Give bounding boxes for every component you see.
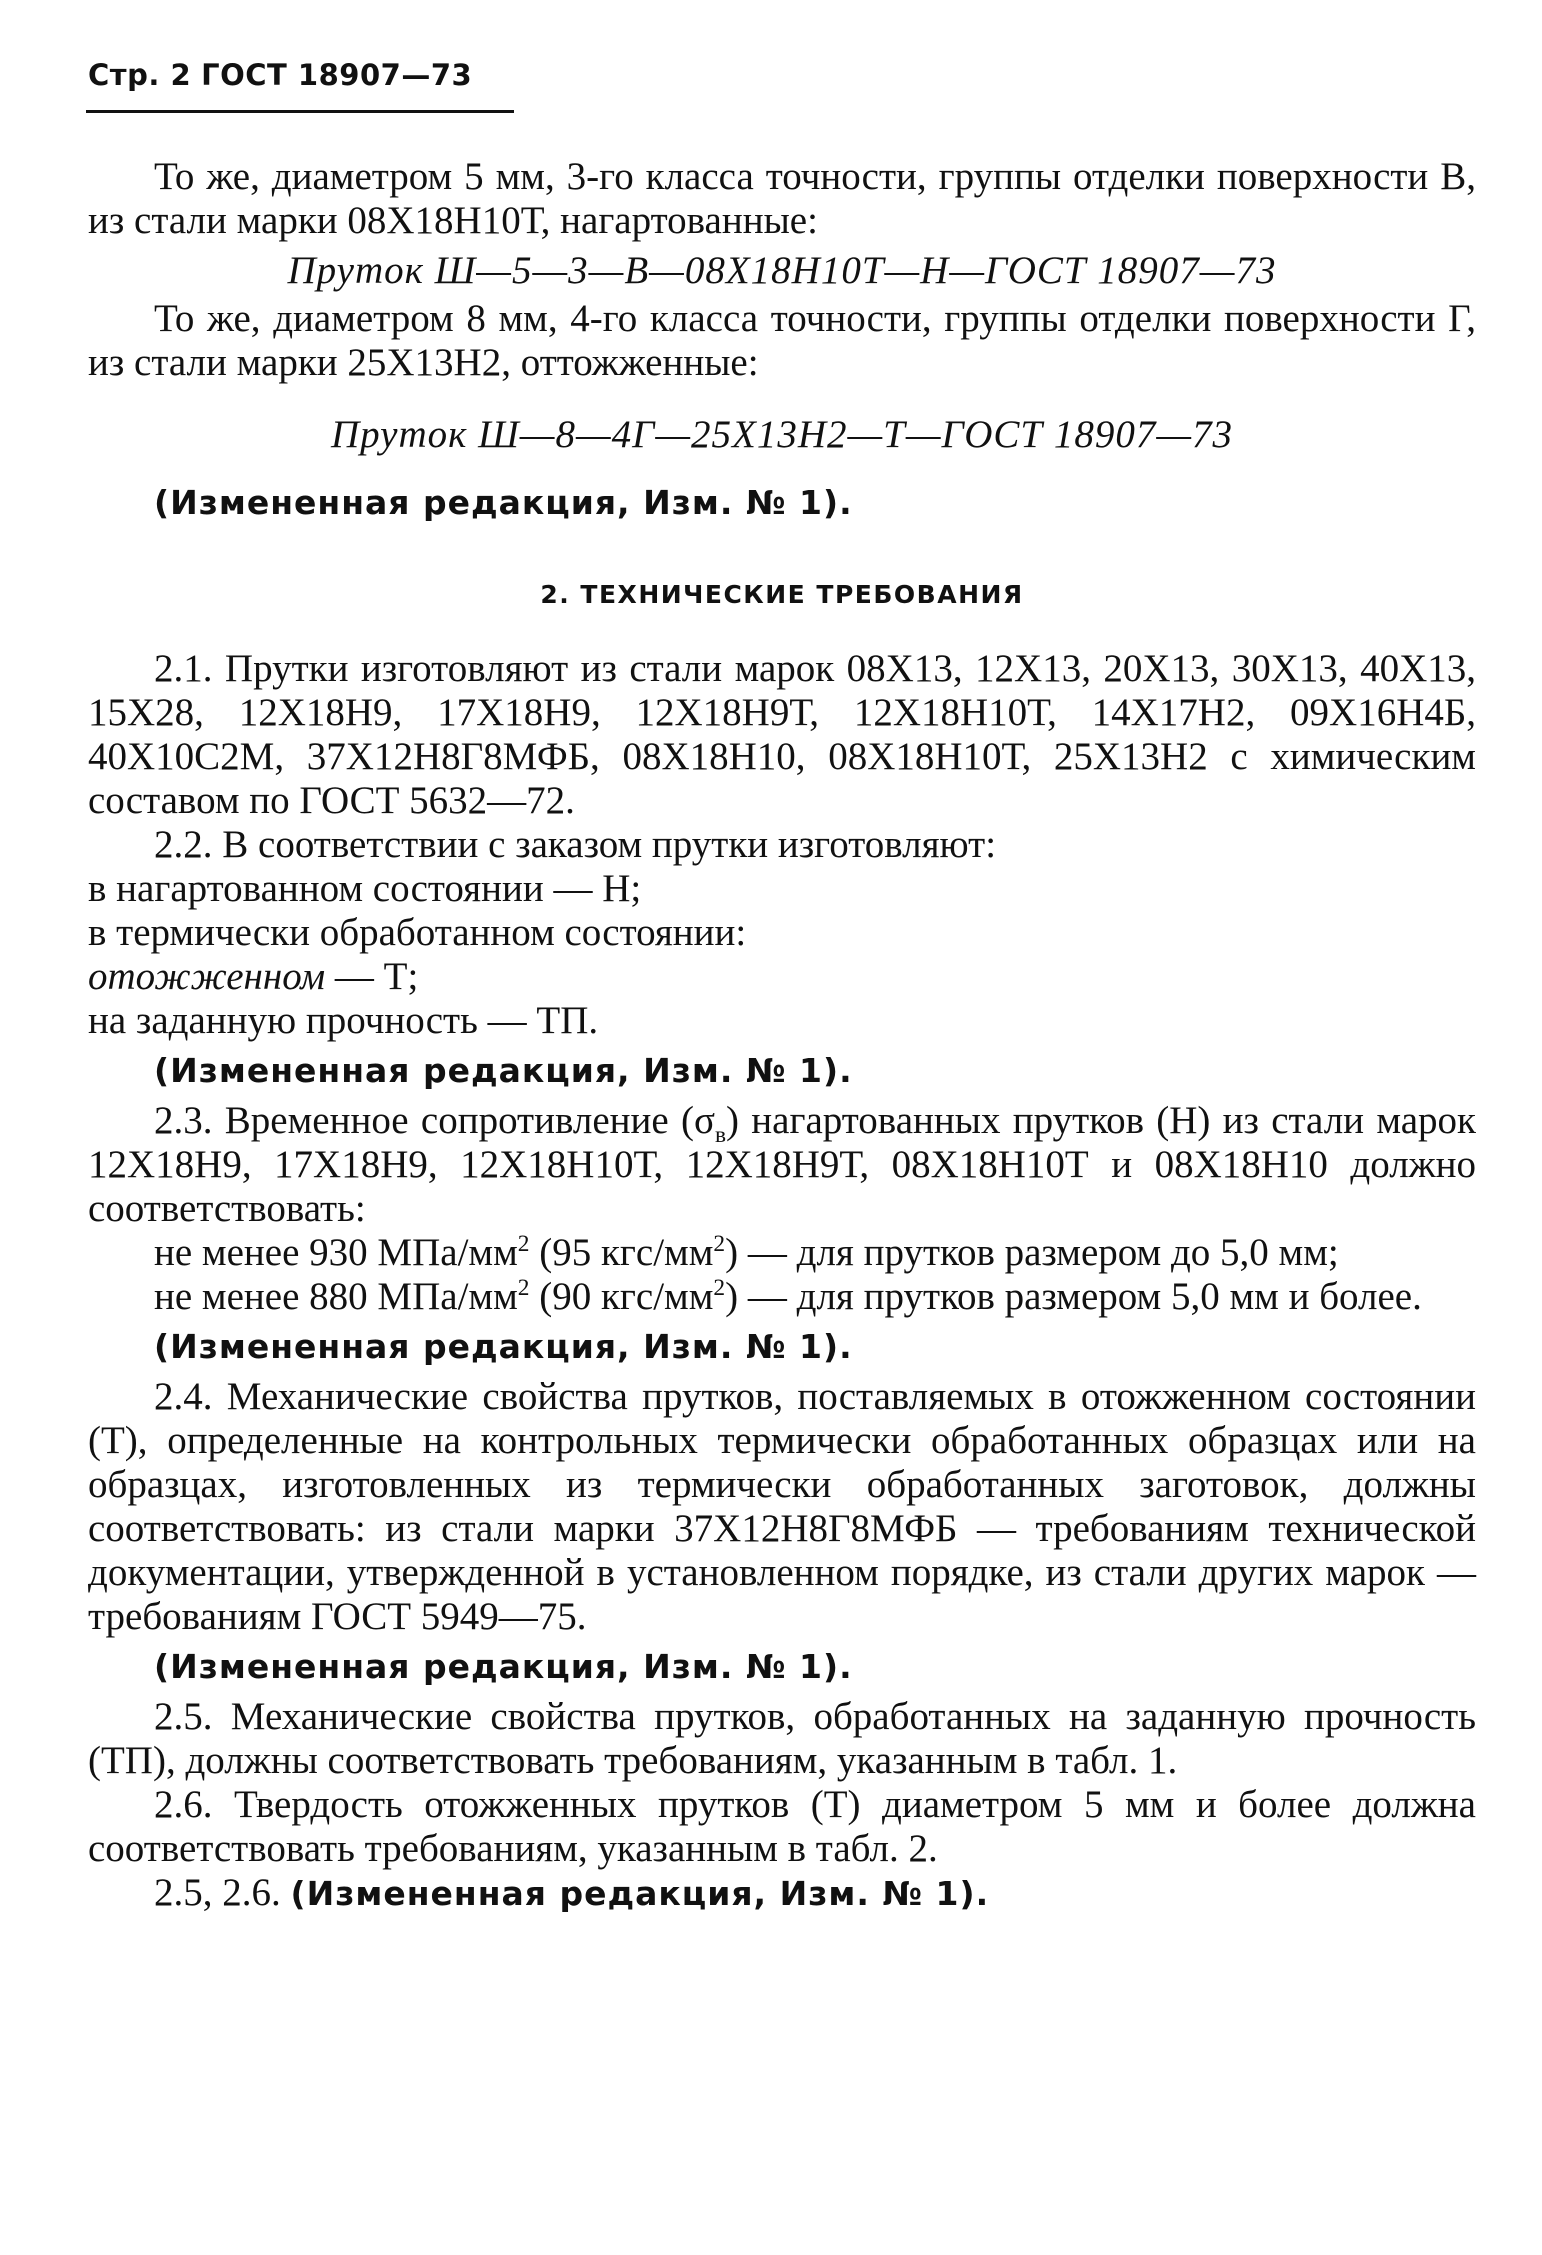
- clause-2-3-text-a: 2.3. Временное сопротивление (σ: [154, 1099, 715, 1142]
- final-amendment-note: (Измененная редакция, Изм. № 1).: [290, 1874, 990, 1913]
- example-3-designation: Пруток Ш—5—3—В—08Х18Н10Т—Н—ГОСТ 18907—73: [287, 249, 1277, 292]
- header-rule: [86, 110, 514, 113]
- clause-2-2-item: [88, 955, 1476, 999]
- clause-2-2-item: в нагартованном состоянии — Н;: [88, 867, 642, 910]
- clause-2-2-item: в термически обработанном состоянии:: [88, 911, 747, 954]
- clause-2-3-item: [88, 1231, 1476, 1275]
- clause-2-3-item-text: не менее 880 МПа/мм: [154, 1275, 518, 1318]
- superscript: 2: [517, 1275, 530, 1301]
- example-4-text: То же, диаметром 8 мм, 4-го класса точности, группы отделки поверхности Г, из стали марки 25Х13Н2, оттожженные:: [88, 297, 1476, 384]
- amendment-note: (Измененная редакция, Изм. № 1).: [154, 483, 853, 522]
- clause-2-3-item-text: (90 кгс/мм: [529, 1275, 714, 1318]
- clause-2-1: 2.1. Прутки изготовляют из стали марок 08Х13, 12Х13, 20Х13, 30Х13, 40Х13, 15Х28, 12Х18Н9, 17Х18Н9, 12Х18Н9Т, 12Х18Н10Т, 14Х17Н2, 09Х16Н4Б, 40Х10С2М, 37Х12Н8Г8МФБ, 08Х18Н10, 08Х18Н10Т, 25Х13Н2 с химическим составом по ГОСТ 5632—72.: [88, 647, 1476, 822]
- clause-2-2-item: на заданную прочность — ТП.: [88, 999, 599, 1042]
- clause-2-2-item-rest: — Т;: [325, 955, 419, 998]
- clause-2-3: [88, 1099, 1476, 1231]
- clause-2-2-item-italic: отожженном: [88, 955, 326, 998]
- page-number: Стр. 2: [88, 58, 192, 92]
- example-3-text: То же, диаметром 5 мм, 3-го класса точности, группы отделки поверхности В, из стали марки 08Х18Н10Т, нагартованные:: [88, 155, 1476, 242]
- clause-2-2: 2.2. В соответствии с заказом прутки изготовляют:: [154, 823, 997, 866]
- superscript: 2: [517, 1231, 530, 1257]
- section-title: 2. ТЕХНИЧЕСКИЕ ТРЕБОВАНИЯ: [540, 580, 1024, 609]
- clause-2-3-item-text: ) — для прутков размером до 5,0 мм;: [725, 1231, 1339, 1274]
- clause-2-3-item-text: ) — для прутков размером 5,0 мм и более.: [725, 1275, 1422, 1318]
- superscript: 2: [713, 1275, 726, 1301]
- clause-2-5: 2.5. Механические свойства прутков, обработанных на заданную прочность (ТП), должны соответствовать требованиям, указанным в табл. 1.: [88, 1695, 1476, 1782]
- sigma-subscript: в: [714, 1121, 727, 1148]
- amendment-note: (Измененная редакция, Изм. № 1).: [154, 1327, 853, 1366]
- superscript: 2: [713, 1231, 726, 1257]
- clause-2-3-item-text: не менее 930 МПа/мм: [154, 1231, 518, 1274]
- clause-2-3-text-b: ) нагартованных прутков (Н) из стали марок 12Х18Н9, 17Х18Н9, 12Х18Н10Т, 12Х18Н9Т, 08Х18Н10Т и 08Х18Н10 должно соответствовать:: [88, 1099, 1476, 1230]
- clause-2-3-item: [88, 1275, 1476, 1319]
- page-content: [88, 155, 1476, 1916]
- amendment-note: (Измененная редакция, Изм. № 1).: [154, 1647, 853, 1686]
- amendment-note: (Измененная редакция, Изм. № 1).: [154, 1051, 853, 1090]
- clause-2-6: 2.6. Твердость отожженных прутков (Т) диаметром 5 мм и более должна соответствовать требованиям, указанным в табл. 2.: [88, 1783, 1476, 1870]
- standard-number: ГОСТ 18907—73: [201, 58, 473, 92]
- page-header: [88, 58, 472, 92]
- example-4-designation: Пруток Ш—8—4Г—25Х13Н2—Т—ГОСТ 18907—73: [330, 413, 1233, 456]
- final-amendment: [88, 1871, 1476, 1916]
- clause-2-4: 2.4. Механические свойства прутков, поставляемых в отожженном состоянии (Т), определенные на контрольных термически обработанных образцах или на образцах, изготовленных из термически обработанных заготовок, должны соответствовать: из стали марки 37Х12Н8Г8МФБ — требованиям технической документации, утвержденной в установленном порядке, из стали других марок — требованиям ГОСТ 5949—75.: [88, 1375, 1476, 1638]
- final-amendment-prefix: 2.5, 2.6.: [154, 1871, 281, 1914]
- clause-2-3-item-text: (95 кгс/мм: [529, 1231, 714, 1274]
